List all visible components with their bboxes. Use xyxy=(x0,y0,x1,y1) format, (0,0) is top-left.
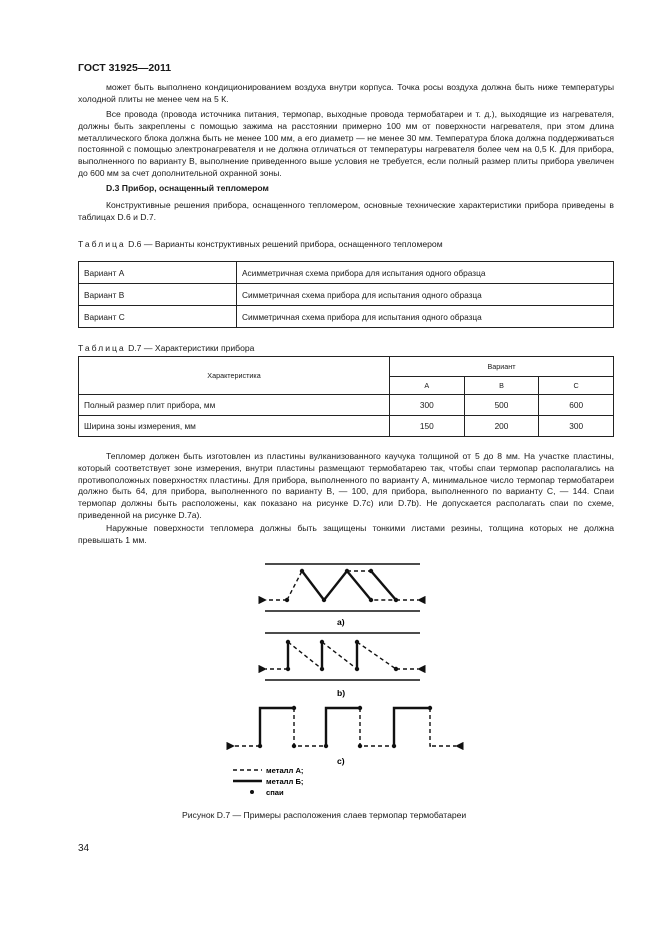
table-cell: Симметричная схема прибора для испытания одного образца xyxy=(237,284,614,306)
legend-junctions: спаи xyxy=(266,788,284,797)
metal-b-wire xyxy=(347,571,371,600)
junction xyxy=(369,598,373,602)
table-cell: 300 xyxy=(539,416,614,437)
table-header-variant-b: В xyxy=(464,377,539,395)
junction xyxy=(394,667,398,671)
junction xyxy=(394,598,398,602)
junction xyxy=(428,706,432,710)
table-d7-caption xyxy=(78,343,254,353)
table-cell: Вариант А xyxy=(79,262,237,284)
table-header-row xyxy=(79,357,614,377)
junction xyxy=(292,706,296,710)
table-cell: Полный размер плит прибора, мм xyxy=(79,395,390,416)
table-d6-caption-text: D.6 — Варианты конструктивных решений прибора, оснащенного тепломером xyxy=(125,239,443,249)
table-header-variant-a: А xyxy=(390,377,465,395)
table-d7-caption-text: D.7 — Характеристики прибора xyxy=(125,343,255,353)
metal-b-wire xyxy=(324,571,347,600)
table-row xyxy=(79,284,614,306)
junction xyxy=(358,744,362,748)
table-cell: Асимметричная схема прибора для испытания одного образца xyxy=(237,262,614,284)
junction xyxy=(392,744,396,748)
standard-designation: ГОСТ 31925—2011 xyxy=(78,62,172,74)
metal-b-wire xyxy=(326,708,360,746)
junction xyxy=(258,744,262,748)
table-d6 xyxy=(78,261,614,328)
junction xyxy=(355,667,359,671)
metal-a-wire xyxy=(322,642,357,669)
junction xyxy=(286,667,290,671)
table-row xyxy=(79,395,614,416)
junction xyxy=(320,640,324,644)
legend-metal-b: металл Б; xyxy=(266,777,304,786)
figure-caption: Рисунок D.7 — Примеры расположения слаев термопар термобатареи xyxy=(182,810,467,820)
metal-a-wire xyxy=(287,571,396,600)
table-header-variant: Вариант xyxy=(390,357,614,377)
diagram-a xyxy=(265,564,420,627)
paragraph-design-solutions: Конструктивные решения прибора, оснащенного тепломером, основные технические характеристики прибора приведены в таблицах D.6 и D.7. xyxy=(78,200,614,222)
junction xyxy=(285,598,289,602)
junction xyxy=(355,640,359,644)
table-d7 xyxy=(78,356,614,437)
legend-metal-a: металл А; xyxy=(266,766,304,775)
page-number: 34 xyxy=(78,843,90,854)
label-a: a) xyxy=(337,617,345,627)
paragraph-wires: Все провода (провода источника питания, термопар, выходные провода термобатареи и т. д.), выходящие из нагревателя, должны быть закреплены с помощью зажима на расстоянии примерно 100 мм от поверхности нагревателя, при этом длина металлического блока должна быть не менее 100 мм, а его диаметр — не менее 30 мм. Температура блока должна поддерживаться постоянной с помощью электронагревателя и не должна отличаться от температуры нагревателя более чем на 0,5 К. Для прибора, выполненного по варианту В, выполнение приведенного выше условия не требуется, если полный размер плиты прибора увеличен до 600 мм за счет дополнительной охранной зоны. xyxy=(78,109,614,178)
table-d7-caption-prefix: Таблица xyxy=(78,343,126,353)
metal-a-wire xyxy=(357,642,396,669)
table-cell: Вариант С xyxy=(79,306,237,328)
table-cell: 300 xyxy=(390,395,465,416)
metal-b-wire xyxy=(260,708,294,746)
section-heading-d3: D.3 Прибор, оснащенный тепломером xyxy=(106,183,269,193)
metal-a-wire xyxy=(294,708,326,746)
metal-b-wire xyxy=(302,571,324,600)
table-cell: Ширина зоны измерения, мм xyxy=(79,416,390,437)
metal-a-wire xyxy=(288,642,322,669)
metal-a-wire xyxy=(360,708,394,746)
paragraph-dew-point: может быть выполнено кондиционированием воздуха внутри корпуса. Точка росы воздуха должна быть ниже температуры холодной плиты не менее чем на 5 К. xyxy=(78,82,614,104)
metal-b-wire xyxy=(394,708,430,746)
table-cell: 500 xyxy=(464,395,539,416)
table-row xyxy=(79,306,614,328)
figure-d7 xyxy=(0,555,661,805)
table-row xyxy=(79,416,614,437)
table-header-characteristic: Характеристика xyxy=(79,357,390,395)
table-d6-caption xyxy=(78,239,443,249)
table-cell: 150 xyxy=(390,416,465,437)
junction xyxy=(286,640,290,644)
table-cell: Симметричная схема прибора для испытания одного образца xyxy=(237,306,614,328)
label-c: c) xyxy=(337,756,345,766)
table-cell: Вариант В xyxy=(79,284,237,306)
metal-b-wire xyxy=(371,571,396,600)
diagram-c xyxy=(234,706,456,766)
legend-junction-swatch xyxy=(250,790,254,794)
junction xyxy=(369,569,373,573)
junction xyxy=(358,706,362,710)
junction xyxy=(322,598,326,602)
table-row xyxy=(79,262,614,284)
table-header-variant-c: С xyxy=(539,377,614,395)
label-b: b) xyxy=(337,688,346,698)
junction xyxy=(320,667,324,671)
diagram-b xyxy=(265,633,420,698)
paragraph-outer-surfaces: Наружные поверхности тепломера должны быть защищены тонкими листами резины, толщина которых не должна превышать 1 мм. xyxy=(78,523,614,545)
junction xyxy=(345,569,349,573)
table-cell: 200 xyxy=(464,416,539,437)
junction xyxy=(292,744,296,748)
metal-a-wire xyxy=(430,708,432,746)
paragraph-heat-flow-meter: Тепломер должен быть изготовлен из пластины вулканизованного каучука толщиной от 5 до 8 мм. На участке пластины, который соответствует зоне измерения, внутри пластины размещают термобатарею так, чтобы спаи термопар располагались на противоположных поверхностях пластины. Для прибора, выполненного по варианту А, минимальное число термопар термобатареи должно быть 64, для прибора, выполненного по варианту В, — 100, для прибора, выполненного по варианту С, — 144. Спаи термопар должны быть расположены, как показано на рисунке D.7c) или D.7b). Не допускается располагать спаи по схеме, приведенной на рисунке D.7a). xyxy=(78,451,614,520)
table-d6-caption-prefix: Таблица xyxy=(78,239,126,249)
junction xyxy=(300,569,304,573)
figure-legend xyxy=(233,766,303,797)
junction xyxy=(324,744,328,748)
table-cell: 600 xyxy=(539,395,614,416)
